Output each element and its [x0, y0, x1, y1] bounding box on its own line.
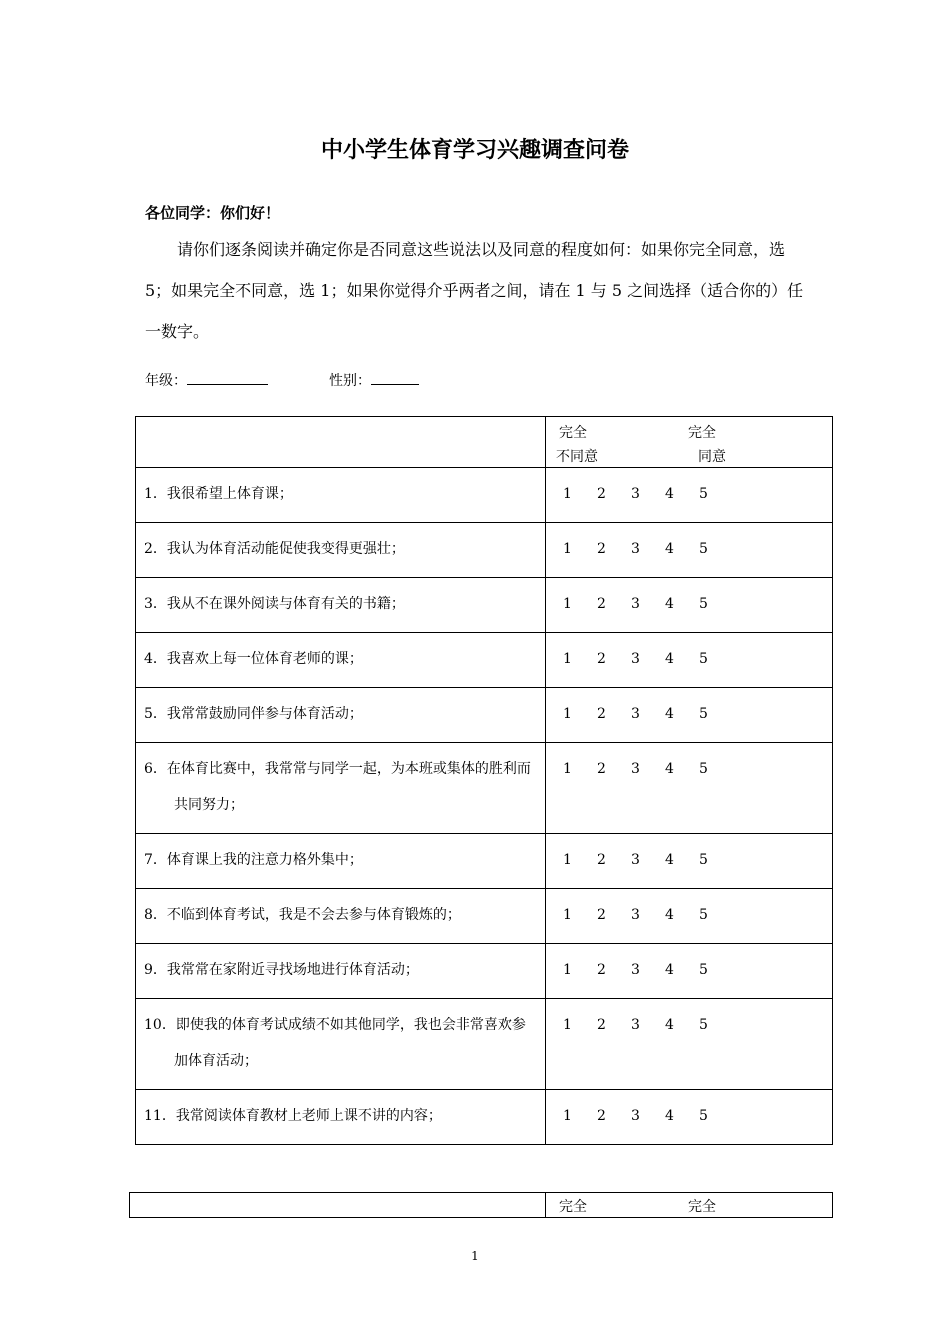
table-header-row	[136, 417, 833, 468]
rating-option[interactable]: 3	[631, 1108, 640, 1124]
rating-option[interactable]: 1	[563, 907, 572, 923]
question-cell	[136, 743, 546, 834]
rating-option[interactable]: 3	[631, 907, 640, 923]
rating-option[interactable]: 1	[563, 596, 572, 612]
rating-cell	[546, 1090, 833, 1145]
table-row	[136, 468, 833, 523]
table-row	[136, 743, 833, 834]
rating-cell	[546, 999, 833, 1090]
question-cell	[136, 834, 546, 889]
rating-option[interactable]: 2	[597, 962, 606, 978]
scale-right-label-1: 完全	[688, 1199, 716, 1215]
rating-option[interactable]: 4	[665, 541, 674, 557]
gender-label: 性别：	[329, 373, 371, 389]
rating-option[interactable]: 3	[631, 486, 640, 502]
question-cell	[136, 468, 546, 523]
rating-option[interactable]: 5	[699, 596, 708, 612]
question-text: 8．不临到体育考试，我是不会去参与体育锻炼的；	[144, 907, 461, 923]
rating-option[interactable]: 4	[665, 962, 674, 978]
question-text: 5．我常常鼓励同伴参与体育活动；	[144, 706, 363, 722]
scale-header-cell	[546, 1193, 833, 1218]
rating-option[interactable]: 2	[597, 907, 606, 923]
question-cell	[136, 944, 546, 999]
question-cell	[136, 1090, 546, 1145]
rating-option[interactable]: 3	[631, 962, 640, 978]
table-row	[136, 578, 833, 633]
question-cell	[136, 999, 546, 1090]
gender-blank[interactable]	[371, 370, 419, 385]
rating-option[interactable]: 2	[597, 541, 606, 557]
gender-field	[329, 370, 419, 390]
rating-option[interactable]: 5	[699, 1108, 708, 1124]
scale-left-label-1: 完全	[559, 425, 587, 441]
rating-cell	[546, 889, 833, 944]
rating-option[interactable]: 4	[665, 486, 674, 502]
rating-option[interactable]: 2	[597, 486, 606, 502]
question-cell	[136, 889, 546, 944]
rating-option[interactable]: 1	[563, 962, 572, 978]
rating-option[interactable]: 3	[631, 596, 640, 612]
question-text: 2．我认为体育活动能促使我变得更强壮；	[144, 541, 405, 557]
rating-option[interactable]: 4	[665, 706, 674, 722]
page-number: 1	[471, 1249, 479, 1263]
rating-option[interactable]: 1	[563, 852, 572, 868]
rating-option[interactable]: 1	[563, 1108, 572, 1124]
rating-option[interactable]: 2	[597, 1017, 606, 1033]
scale-right-label-1: 完全	[688, 425, 716, 441]
rating-option[interactable]: 5	[699, 541, 708, 557]
rating-cell	[546, 578, 833, 633]
grade-field	[145, 370, 268, 390]
grade-blank[interactable]	[187, 370, 268, 385]
rating-option[interactable]: 3	[631, 651, 640, 667]
rating-option[interactable]: 5	[699, 852, 708, 868]
rating-option[interactable]: 4	[665, 852, 674, 868]
rating-option[interactable]: 2	[597, 706, 606, 722]
rating-option[interactable]: 4	[665, 907, 674, 923]
rating-option[interactable]: 2	[597, 651, 606, 667]
survey-table	[135, 416, 833, 1145]
table-row	[136, 834, 833, 889]
question-cell	[136, 633, 546, 688]
grade-label: 年级：	[145, 373, 187, 389]
rating-option[interactable]: 1	[563, 761, 572, 777]
rating-option[interactable]: 3	[631, 761, 640, 777]
greeting: 各位同学：你们好！	[145, 204, 281, 222]
rating-cell	[546, 633, 833, 688]
rating-cell	[546, 523, 833, 578]
rating-option[interactable]: 1	[563, 706, 572, 722]
question-text: 6．在体育比赛中，我常常与同学一起，为本班或集体的胜利而共同努力；	[144, 761, 531, 813]
survey-table-continued	[129, 1192, 833, 1218]
rating-option[interactable]: 5	[699, 706, 708, 722]
scale-left-label-2: 不同意	[556, 449, 598, 465]
question-text: 11．我常阅读体育教材上老师上课不讲的内容；	[144, 1108, 442, 1124]
header-blank-cell	[130, 1193, 546, 1218]
question-cell	[136, 523, 546, 578]
table-row	[136, 889, 833, 944]
rating-option[interactable]: 5	[699, 1017, 708, 1033]
scale-left-label-1: 完全	[559, 1199, 587, 1215]
scale-right-label-2: 同意	[698, 449, 726, 465]
question-text: 7．体育课上我的注意力格外集中；	[144, 852, 363, 868]
rating-option[interactable]: 4	[665, 761, 674, 777]
table-row	[136, 999, 833, 1090]
rating-option[interactable]: 5	[699, 761, 708, 777]
rating-option[interactable]: 3	[631, 1017, 640, 1033]
question-text: 3．我从不在课外阅读与体育有关的书籍；	[144, 596, 405, 612]
rating-cell	[546, 743, 833, 834]
rating-option[interactable]: 3	[631, 852, 640, 868]
table-header-row	[130, 1193, 833, 1218]
instructions: 请你们逐条阅读并确定你是否同意这些说法以及同意的程度如何：如果你完全同意，选 5；如果完全不同意，选 1；如果你觉得介乎两者之间，请在 1 与 5 之间选择（适合你的）任一数字。	[145, 240, 804, 341]
table-row	[136, 1090, 833, 1145]
rating-cell	[546, 468, 833, 523]
header-blank-cell	[136, 417, 546, 468]
table-row	[136, 944, 833, 999]
rating-option[interactable]: 1	[563, 1017, 572, 1033]
question-text: 10．即使我的体育考试成绩不如其他同学，我也会非常喜欢参加体育活动；	[144, 1017, 526, 1069]
rating-option[interactable]: 2	[597, 761, 606, 777]
table-row	[136, 523, 833, 578]
rating-option[interactable]: 3	[631, 541, 640, 557]
question-text: 4．我喜欢上每一位体育老师的课；	[144, 651, 363, 667]
rating-option[interactable]: 1	[563, 651, 572, 667]
scale-header-cell	[546, 417, 833, 468]
rating-cell	[546, 944, 833, 999]
rating-option[interactable]: 1	[563, 541, 572, 557]
rating-option[interactable]: 1	[563, 486, 572, 502]
rating-cell	[546, 688, 833, 743]
rating-option[interactable]: 4	[665, 651, 674, 667]
rating-option[interactable]: 4	[665, 596, 674, 612]
question-cell	[136, 688, 546, 743]
page-title: 中小学生体育学习兴趣调查问卷	[320, 138, 629, 163]
rating-option[interactable]: 2	[597, 596, 606, 612]
table-row	[136, 688, 833, 743]
rating-option[interactable]: 4	[665, 1017, 674, 1033]
rating-option[interactable]: 3	[631, 706, 640, 722]
rating-cell	[546, 834, 833, 889]
rating-option[interactable]: 5	[699, 651, 708, 667]
rating-option[interactable]: 5	[699, 962, 708, 978]
question-text: 9．我常常在家附近寻找场地进行体育活动；	[144, 962, 419, 978]
rating-option[interactable]: 5	[699, 486, 708, 502]
rating-option[interactable]: 2	[597, 852, 606, 868]
question-text: 1．我很希望上体育课；	[144, 486, 293, 502]
rating-option[interactable]: 5	[699, 907, 708, 923]
rating-option[interactable]: 4	[665, 1108, 674, 1124]
rating-option[interactable]: 2	[597, 1108, 606, 1124]
table-row	[136, 633, 833, 688]
question-cell	[136, 578, 546, 633]
